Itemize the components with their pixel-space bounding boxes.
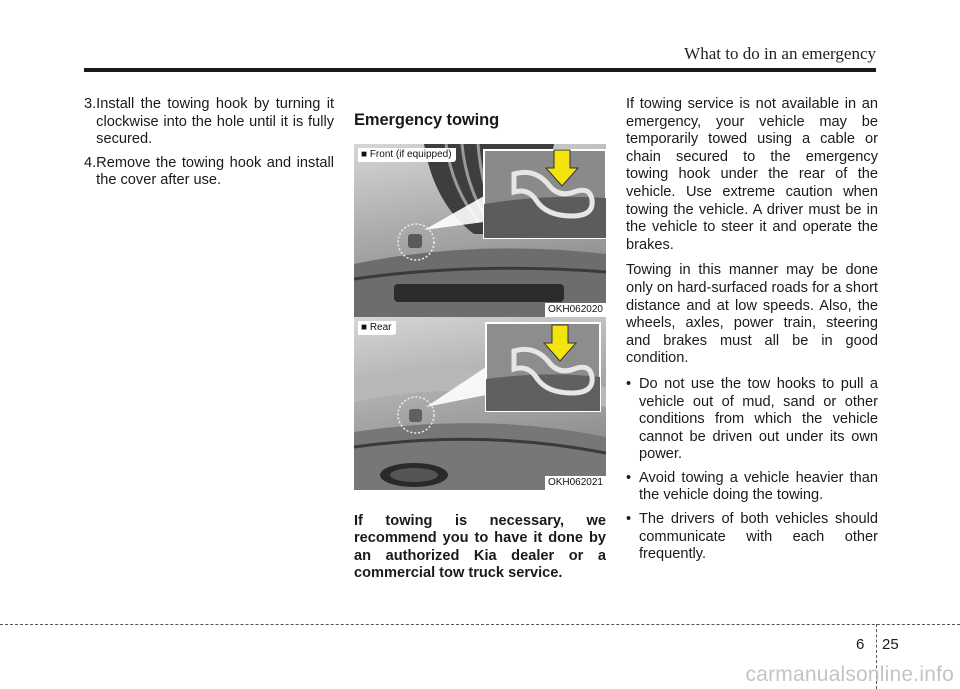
rear-towing-figure — [354, 317, 606, 490]
bullet-dot: • — [626, 511, 632, 528]
figure-label: ■ Rear — [358, 321, 396, 335]
figure-code: OKH062021 — [545, 476, 606, 490]
figure-label: ■ Front (if equipped) — [358, 148, 456, 162]
front-towing-figure — [354, 144, 606, 317]
chapter-number: 6 — [856, 636, 865, 653]
right-column — [626, 96, 878, 570]
towing-note: If towing is necessary, we recommend you to have it done by an authorized Kia dealer or a commercial tow truck service. — [354, 512, 606, 582]
bullet-item — [626, 376, 878, 464]
bullet-item — [626, 470, 878, 505]
step-item — [84, 155, 334, 190]
section-header-title: What to do in an emergency — [684, 44, 876, 63]
body-paragraph: Towing in this manner may be done only on hard-surfaced roads for a short distance and at low speeds. Also, the wheels, axles, power train, steering and brakes must all be in good condition. — [626, 262, 878, 367]
bullet-dot: • — [626, 469, 632, 486]
page-number: 25 — [882, 636, 899, 653]
bullet-text: The drivers of both vehicles should communicate with each other frequently. — [639, 511, 878, 563]
footer-rule — [0, 624, 960, 625]
front-bumper-illustration — [354, 144, 606, 317]
step-text: Install the towing hook by turning it clockwise into the hole until it is fully secured. — [96, 96, 334, 148]
watermark: carmanualsonline.info — [745, 663, 954, 686]
figure-code: OKH062020 — [545, 303, 606, 317]
bullet-text: Avoid towing a vehicle heavier than the vehicle doing the towing. — [639, 469, 878, 504]
bullet-item — [626, 511, 878, 564]
bullet-dot: • — [626, 375, 632, 392]
section-title: Emergency towing — [354, 111, 500, 129]
step-text: Remove the towing hook and install the cover after use. — [96, 154, 334, 189]
middle-column — [354, 96, 606, 583]
step-number: 4. — [84, 154, 97, 171]
bullet-text: Do not use the tow hooks to pull a vehicle out of mud, sand or other conditions from which the vehicle cannot be driven out under its own power. — [639, 375, 878, 463]
body-paragraph: If towing service is not available in an emergency, your vehicle may be temporarily towed using a cable or chain secured to the emergency towing hook under the rear of the vehicle. Use extreme caution when towing the vehicle. A driver must be in the vehicle to steer it and operate the brakes. — [626, 96, 878, 253]
step-item — [84, 96, 334, 149]
header-rule — [84, 68, 876, 72]
left-column — [84, 96, 334, 196]
step-number: 3. — [84, 96, 97, 112]
rear-bumper-illustration — [354, 317, 606, 490]
